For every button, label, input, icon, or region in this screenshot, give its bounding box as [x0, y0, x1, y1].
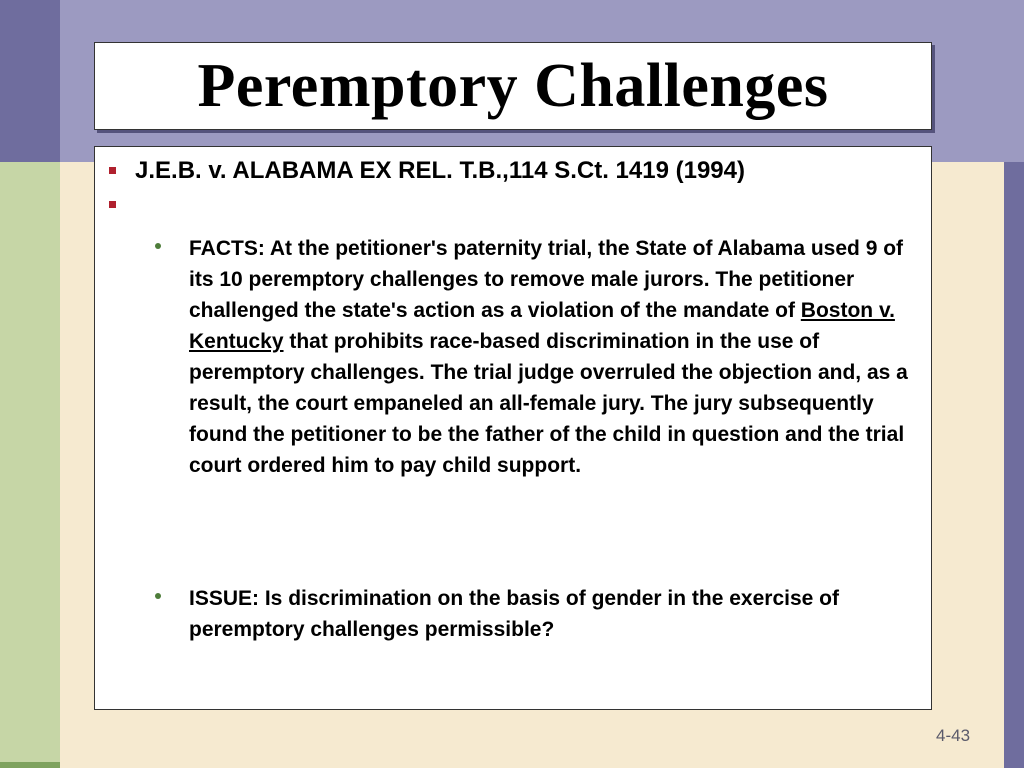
- slide-page-number: 4-43: [936, 726, 971, 745]
- round-bullet-icon: [155, 243, 161, 249]
- bottom-left-accent-strip: [0, 762, 60, 768]
- facts-text-after: that prohibits race-based discrimination in the use of peremptory challenges. The trial judge overruled the objection and, as a result, the court empaneled an all-female jury. The jury subsequently found the petitioner to be the father of the child in question and the trial court ordered him to pay child support.: [189, 330, 908, 477]
- facts-text: [189, 233, 915, 481]
- title-box: [94, 42, 932, 130]
- sub-bullet-facts: [155, 233, 915, 481]
- square-bullet-icon: [109, 201, 116, 208]
- issue-text-before: ISSUE: Is discrimination on the basis of gender in the exercise of peremptory challenges permissible?: [189, 587, 839, 641]
- slide-title: Peremptory Challenges: [197, 51, 829, 120]
- right-background-band: [1004, 162, 1024, 768]
- sub-bullet-issue: [155, 583, 915, 645]
- case-reference-link[interactable]: Boston v. Kentucky: [189, 299, 895, 353]
- issue-text: [189, 583, 915, 645]
- left-top-background-band: [0, 0, 60, 162]
- bullet-case-citation: [109, 157, 745, 185]
- square-bullet-icon: [109, 167, 116, 174]
- content-box: [94, 146, 932, 710]
- facts-text-before: FACTS: At the petitioner's paternity trial, the State of Alabama used 9 of its 10 peremptory challenges to remove male jurors. The petitioner challenged the state's action as a violation of the mandate of: [189, 237, 904, 322]
- left-bottom-background-band: [0, 162, 60, 768]
- bullet-empty: [109, 191, 135, 208]
- round-bullet-icon: [155, 593, 161, 599]
- case-citation-text: J.E.B. v. ALABAMA EX REL. T.B.,114 S.Ct. 1419 (1994): [135, 157, 745, 184]
